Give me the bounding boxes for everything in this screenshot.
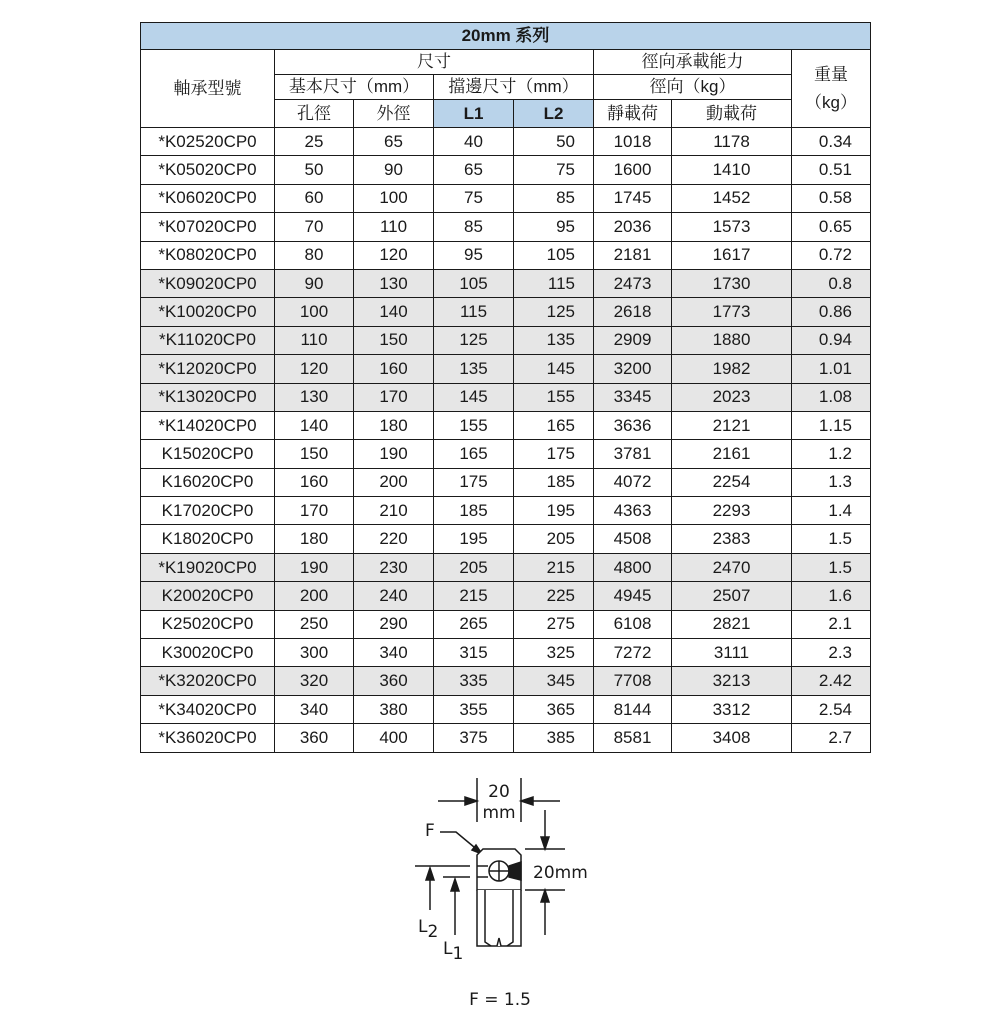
cell-weight: 2.1 [792,610,871,638]
f-formula: F = 1.5 [469,990,531,1010]
table-row [141,355,871,383]
cell-weight: 1.3 [792,468,871,496]
cell-weight: 0.58 [792,184,871,212]
cell-l1: 75 [434,184,514,212]
cell-static: 4072 [594,468,672,496]
cell-l2: 175 [514,440,594,468]
cell-model: *K09020CP0 [141,269,275,297]
table-row [141,156,871,184]
cell-l2: 115 [514,269,594,297]
cell-model: K15020CP0 [141,440,275,468]
cell-l1: 355 [434,695,514,723]
cell-bore: 60 [275,184,354,212]
cell-outer: 190 [354,440,434,468]
cell-outer: 340 [354,639,434,667]
cell-dynamic: 2121 [672,411,792,439]
cell-l1: 185 [434,497,514,525]
cell-l2: 225 [514,582,594,610]
cell-l1: 155 [434,411,514,439]
cell-outer: 90 [354,156,434,184]
table-row [141,298,871,326]
cell-static: 4800 [594,553,672,581]
cell-outer: 240 [354,582,434,610]
cell-model: K17020CP0 [141,497,275,525]
cell-static: 2036 [594,213,672,241]
cell-model: *K32020CP0 [141,667,275,695]
cell-l1: 315 [434,639,514,667]
table-row [141,128,871,156]
cell-static: 8581 [594,724,672,752]
cell-bore: 80 [275,241,354,269]
cell-model: K30020CP0 [141,639,275,667]
l1-label [443,939,463,964]
cell-outer: 130 [354,269,434,297]
cell-l2: 215 [514,553,594,581]
cell-bore: 120 [275,355,354,383]
cell-dynamic: 3111 [672,639,792,667]
cell-l1: 195 [434,525,514,553]
header-static: 靜載荷 [594,100,672,128]
cell-outer: 160 [354,355,434,383]
cell-outer: 180 [354,411,434,439]
cell-l2: 125 [514,298,594,326]
table-row [141,610,871,638]
cell-weight: 1.2 [792,440,871,468]
cell-static: 2909 [594,326,672,354]
l2-letter: L [418,917,428,937]
cell-model: *K36020CP0 [141,724,275,752]
cell-weight: 0.86 [792,298,871,326]
cell-model: K25020CP0 [141,610,275,638]
cell-dynamic: 1880 [672,326,792,354]
cell-dynamic: 2293 [672,497,792,525]
cell-dynamic: 2507 [672,582,792,610]
width-unit: mm [482,803,516,823]
cell-model: *K02520CP0 [141,128,275,156]
f-leader [440,832,482,854]
cell-weight: 0.51 [792,156,871,184]
cell-l2: 365 [514,695,594,723]
cell-dynamic: 2023 [672,383,792,411]
cell-bore: 300 [275,639,354,667]
table-row [141,525,871,553]
cell-weight: 2.42 [792,667,871,695]
cell-dynamic: 1573 [672,213,792,241]
cell-static: 3345 [594,383,672,411]
cell-model: *K06020CP0 [141,184,275,212]
cell-l1: 85 [434,213,514,241]
cell-bore: 170 [275,497,354,525]
cell-dynamic: 1178 [672,128,792,156]
table-row [141,213,871,241]
cell-model: *K05020CP0 [141,156,275,184]
cell-l1: 125 [434,326,514,354]
cell-static: 4508 [594,525,672,553]
header-weight-label: 重量 [814,64,848,84]
cell-model: *K07020CP0 [141,213,275,241]
cell-outer: 120 [354,241,434,269]
cell-dynamic: 1773 [672,298,792,326]
cell-dynamic: 3408 [672,724,792,752]
cell-bore: 140 [275,411,354,439]
bearing-section [477,849,521,946]
cell-l2: 75 [514,156,594,184]
cell-dynamic: 1730 [672,269,792,297]
width-label: 20 [488,782,510,802]
cell-l2: 385 [514,724,594,752]
header-l2: L2 [514,100,594,128]
cell-outer: 170 [354,383,434,411]
cell-l1: 175 [434,468,514,496]
cell-bore: 100 [275,298,354,326]
cell-l1: 65 [434,156,514,184]
cell-model: *K08020CP0 [141,241,275,269]
header-weight [792,50,871,128]
cell-model: *K13020CP0 [141,383,275,411]
cell-l1: 135 [434,355,514,383]
cell-bore: 70 [275,213,354,241]
table-row [141,553,871,581]
cell-outer: 210 [354,497,434,525]
cell-bore: 160 [275,468,354,496]
cell-dynamic: 2470 [672,553,792,581]
cell-dynamic: 1452 [672,184,792,212]
cell-static: 3781 [594,440,672,468]
cell-model: *K19020CP0 [141,553,275,581]
cell-l1: 375 [434,724,514,752]
table-row [141,695,871,723]
cell-static: 7708 [594,667,672,695]
cell-l2: 105 [514,241,594,269]
cell-l1: 265 [434,610,514,638]
cell-model: K18020CP0 [141,525,275,553]
table-row [141,184,871,212]
cell-bore: 25 [275,128,354,156]
cell-bore: 200 [275,582,354,610]
cell-static: 8144 [594,695,672,723]
cell-dynamic: 1410 [672,156,792,184]
l1-subscript: 1 [452,944,464,964]
l2-label [418,917,438,942]
cell-static: 2181 [594,241,672,269]
table-row [141,667,871,695]
cell-weight: 2.54 [792,695,871,723]
cell-model: K20020CP0 [141,582,275,610]
cell-outer: 200 [354,468,434,496]
cell-static: 1600 [594,156,672,184]
header-load: 徑向承載能力 [594,50,792,75]
cell-static: 1745 [594,184,672,212]
cell-l2: 145 [514,355,594,383]
cell-weight: 0.65 [792,213,871,241]
cell-l1: 40 [434,128,514,156]
cell-weight: 1.5 [792,553,871,581]
cell-model: *K10020CP0 [141,298,275,326]
cell-static: 4363 [594,497,672,525]
table-row [141,326,871,354]
table-row [141,639,871,667]
cell-l2: 345 [514,667,594,695]
cell-weight: 1.01 [792,355,871,383]
cell-l2: 165 [514,411,594,439]
height-label: 20mm [533,863,588,883]
cell-outer: 380 [354,695,434,723]
cell-l1: 205 [434,553,514,581]
l1-letter: L [443,939,453,959]
cell-model: K16020CP0 [141,468,275,496]
table-row [141,582,871,610]
cell-dynamic: 2254 [672,468,792,496]
cell-l1: 115 [434,298,514,326]
cell-model: *K14020CP0 [141,411,275,439]
header-l1: L1 [434,100,514,128]
cell-weight: 1.5 [792,525,871,553]
header-weight-unit: （kg） [805,92,857,112]
table-row [141,724,871,752]
bearing-spec-table [140,22,871,753]
cell-weight: 1.15 [792,411,871,439]
header-dynamic: 動載荷 [672,100,792,128]
cell-model: *K34020CP0 [141,695,275,723]
cell-l2: 135 [514,326,594,354]
cell-static: 4945 [594,582,672,610]
cell-weight: 2.3 [792,639,871,667]
cell-bore: 130 [275,383,354,411]
cell-static: 2618 [594,298,672,326]
header-bore: 孔徑 [275,100,354,128]
cell-bore: 320 [275,667,354,695]
cell-bore: 360 [275,724,354,752]
cell-weight: 0.34 [792,128,871,156]
cell-l1: 335 [434,667,514,695]
cell-model: *K11020CP0 [141,326,275,354]
cell-l2: 325 [514,639,594,667]
cell-outer: 360 [354,667,434,695]
cell-dynamic: 2161 [672,440,792,468]
table-body [141,128,871,753]
cell-dynamic: 1617 [672,241,792,269]
cell-static: 3200 [594,355,672,383]
bearing-cross-section-diagram [400,770,600,970]
cell-outer: 150 [354,326,434,354]
table-row [141,383,871,411]
cell-static: 1018 [594,128,672,156]
cell-dynamic: 1982 [672,355,792,383]
cell-l2: 205 [514,525,594,553]
header-shoulder-size: 擋邊尺寸（mm） [434,75,594,100]
cell-l2: 275 [514,610,594,638]
cell-l1: 215 [434,582,514,610]
cell-bore: 110 [275,326,354,354]
cell-l2: 50 [514,128,594,156]
cell-outer: 220 [354,525,434,553]
cell-l2: 185 [514,468,594,496]
cell-outer: 140 [354,298,434,326]
table-row [141,497,871,525]
cell-dynamic: 3213 [672,667,792,695]
f-label: F [425,821,435,841]
cell-outer: 400 [354,724,434,752]
cell-l1: 105 [434,269,514,297]
cell-bore: 190 [275,553,354,581]
cell-weight: 1.4 [792,497,871,525]
cell-l1: 145 [434,383,514,411]
table-row [141,269,871,297]
cell-dynamic: 2821 [672,610,792,638]
cell-l2: 95 [514,213,594,241]
cell-dynamic: 2383 [672,525,792,553]
table-row [141,468,871,496]
cell-static: 6108 [594,610,672,638]
cell-l2: 155 [514,383,594,411]
cell-bore: 50 [275,156,354,184]
l2-subscript: 2 [427,922,439,942]
cell-model: *K12020CP0 [141,355,275,383]
cell-static: 2473 [594,269,672,297]
cell-outer: 65 [354,128,434,156]
cell-bore: 90 [275,269,354,297]
table-title: 20mm 系列 [141,23,871,50]
cell-weight: 0.8 [792,269,871,297]
cell-l1: 165 [434,440,514,468]
cell-outer: 100 [354,184,434,212]
cell-weight: 0.94 [792,326,871,354]
header-size: 尺寸 [275,50,594,75]
cell-bore: 150 [275,440,354,468]
cell-l1: 95 [434,241,514,269]
cell-outer: 230 [354,553,434,581]
cell-static: 7272 [594,639,672,667]
cell-l2: 85 [514,184,594,212]
cell-l2: 195 [514,497,594,525]
cell-weight: 1.6 [792,582,871,610]
cell-bore: 180 [275,525,354,553]
cell-bore: 340 [275,695,354,723]
cell-static: 3636 [594,411,672,439]
table-row [141,411,871,439]
header-outer: 外徑 [354,100,434,128]
cell-weight: 2.7 [792,724,871,752]
cell-outer: 110 [354,213,434,241]
table-row [141,440,871,468]
header-radial: 徑向（kg） [594,75,792,100]
cell-weight: 0.72 [792,241,871,269]
cell-bore: 250 [275,610,354,638]
table-row [141,241,871,269]
cell-outer: 290 [354,610,434,638]
cell-weight: 1.08 [792,383,871,411]
header-basic-size: 基本尺寸（mm） [275,75,434,100]
cell-dynamic: 3312 [672,695,792,723]
header-model: 軸承型號 [141,50,275,128]
